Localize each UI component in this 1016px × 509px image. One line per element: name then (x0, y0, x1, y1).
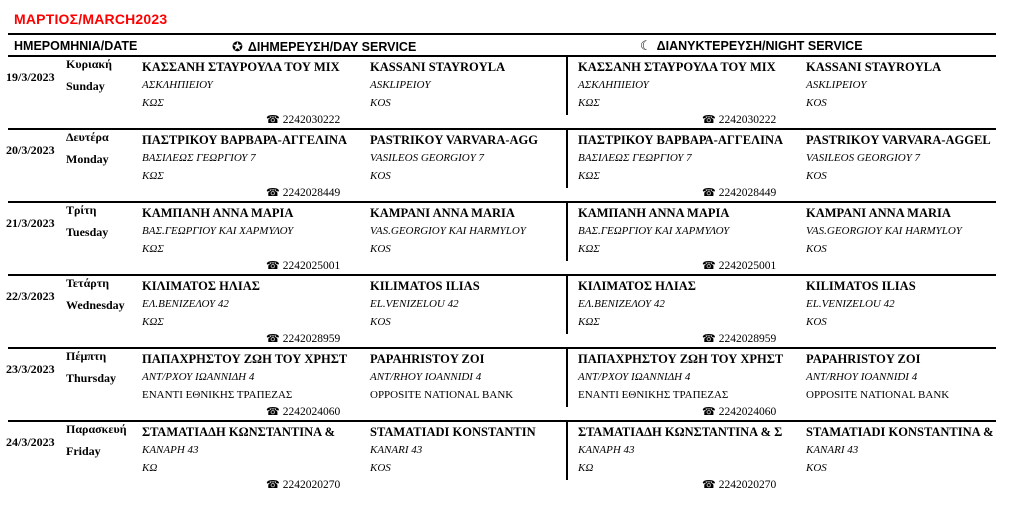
schedule-row (0, 275, 1016, 348)
night-city-latin: KOS (806, 316, 827, 328)
night-phone[interactable] (702, 405, 776, 418)
night-address-greek: ΑΣΚΛΗΠΙΕΙΟΥ (578, 79, 649, 91)
night-address-greek: ΕΛ.ΒΕΝΙΖΕΛΟΥ 42 (578, 298, 665, 310)
night-address-latin: ASKLIPEIOY (806, 79, 867, 91)
moon-icon: ☾ (640, 38, 652, 53)
day-pharmacy-name-greek: ΚΙΛΙΜΑΤΟΣ ΗΛΙΑΣ (142, 279, 260, 293)
day-pharmacy-name-latin: STAMATIADI KONSTANTIN (370, 425, 536, 439)
phone-icon: ☎ (702, 406, 716, 418)
day-address-latin: KANARI 43 (370, 444, 423, 456)
header-night-service (640, 38, 863, 54)
phone-icon: ☎ (266, 260, 280, 272)
row-date: 19/3/2023 (6, 70, 55, 84)
night-address-greek: ΒΑΣ.ΓΕΩΡΓΙΟΥ ΚΑΙ ΧΑΡΜΥΛΟΥ (578, 225, 730, 237)
day-pharmacy-name-latin: PASTRIKOY VARVARA-AGG (370, 133, 538, 147)
night-pharmacy-name-greek: ΚΑΣΣΑΝΗ ΣΤΑΥΡΟΥΛΑ ΤΟΥ ΜΙΧ (578, 60, 776, 74)
day-address-greek: ΕΛ.ΒΕΝΙΖΕΛΟΥ 42 (142, 298, 229, 310)
day-address-greek: ΒΑΣΙΛΕΩΣ ΓΕΩΡΓΙΟΥ 7 (142, 152, 256, 164)
night-city-greek: ΚΩΣ (578, 170, 600, 182)
day-service-label: ΔΙΗΜΕΡΕΥΣΗ/DAY SERVICE (247, 40, 417, 54)
row-day-greek: Δευτέρα (66, 130, 109, 144)
phone-number[interactable]: 2242030222 (282, 114, 341, 126)
night-pharmacy-name-greek: ΣΤΑΜΑΤΙΑΔΗ ΚΩΝΣΤΑΝΤΙΝΑ & Σ (578, 425, 783, 439)
phone-icon: ☎ (702, 260, 716, 272)
night-phone[interactable] (702, 478, 776, 491)
day-pharmacy-name-latin: KILIMATOS ILIAS (370, 279, 480, 293)
day-pharmacy-name-greek: ΣΤΑΜΑΤΙΑΔΗ ΚΩΝΣΤΑΝΤΙΝΑ & (142, 425, 336, 439)
schedule-row (0, 202, 1016, 275)
day-city-latin: KOS (370, 462, 391, 474)
phone-icon: ☎ (702, 114, 716, 126)
phone-icon: ☎ (266, 333, 280, 345)
day-address-latin: VAS.GEORGIOY KAI HARMYLOY (370, 225, 526, 237)
day-address-greek: ΚΑΝΑΡΗ 43 (142, 444, 199, 456)
night-pharmacy-name-latin: KASSANI STAYROYLA (806, 60, 942, 74)
night-pharmacy-name-latin: STAMATIADI KONSTANTINA & (806, 425, 994, 439)
night-pharmacy-name-greek: ΚΑΜΠΑΝΗ ΑΝΝΑ ΜΑΡΙΑ (578, 206, 730, 220)
night-address-latin: ANT/RHOY IOANNIDI 4 (806, 371, 918, 383)
day-city-latin: KOS (370, 316, 391, 328)
night-city-greek: ΚΩΣ (578, 97, 600, 109)
row-day-greek: Τρίτη (66, 203, 97, 217)
night-address-greek: ΒΑΣΙΛΕΩΣ ΓΕΩΡΓΙΟΥ 7 (578, 152, 692, 164)
night-pharmacy-name-greek: ΠΑΠΑΧΡΗΣΤΟΥ ΖΩΗ ΤΟΥ ΧΡΗΣΤ (578, 352, 784, 366)
night-pharmacy-name-latin: KILIMATOS ILIAS (806, 279, 916, 293)
night-address-latin: VAS.GEORGIOY KAI HARMYLOY (806, 225, 962, 237)
row-date: 20/3/2023 (6, 143, 55, 157)
row-date: 21/3/2023 (6, 216, 55, 230)
row-day-greek: Παρασκευή (66, 422, 127, 436)
night-pharmacy-name-greek: ΚΙΛΙΜΑΤΟΣ ΗΛΙΑΣ (578, 279, 696, 293)
day-address-latin: VASILEOS GEORGIOY 7 (370, 152, 485, 164)
phone-icon: ☎ (702, 479, 716, 491)
night-city-latin: KOS (806, 170, 827, 182)
night-service-label: ΔΙΑΝΥΚΤΕΡΕΥΣΗ/NIGHT SERVICE (656, 39, 863, 53)
sun-icon: ✪ (232, 39, 243, 54)
day-address-latin: ASKLIPEIOY (370, 79, 431, 91)
phone-number[interactable]: 2242028959 (282, 333, 341, 345)
phone-number[interactable]: 2242025001 (282, 260, 341, 272)
row-day-english: Wednesday (66, 298, 125, 312)
day-phone[interactable] (266, 259, 340, 272)
night-phone[interactable] (702, 332, 776, 345)
day-pharmacy-name-greek: ΠΑΣΤΡΙΚΟΥ ΒΑΡΒΑΡΑ-ΑΓΓΕΛΙΝΑ (142, 133, 347, 147)
phone-icon: ☎ (266, 114, 280, 126)
night-city-greek: ΚΩΣ (578, 243, 600, 255)
night-phone[interactable] (702, 186, 776, 199)
day-pharmacy-name-latin: PAPAHRISTOY ZOI (370, 352, 485, 366)
header-date-label: ΗΜΕΡΟΜΗΝΙΑ/DATE (14, 39, 138, 53)
night-pharmacy-name-latin: PASTRIKOY VARVARA-AGGEL (806, 133, 991, 147)
day-phone[interactable] (266, 405, 340, 418)
day-phone[interactable] (266, 478, 340, 491)
phone-number[interactable]: 2242025001 (718, 260, 777, 272)
phone-icon: ☎ (266, 479, 280, 491)
day-city-greek: ΚΩΣ (142, 170, 164, 182)
row-day-greek: Κυριακή (66, 57, 112, 71)
row-date: 22/3/2023 (6, 289, 55, 303)
night-city-latin: KOS (806, 462, 827, 474)
row-date: 24/3/2023 (6, 435, 55, 449)
day-pharmacy-name-greek: ΚΑΣΣΑΝΗ ΣΤΑΥΡΟΥΛΑ ΤΟΥ ΜΙΧ (142, 60, 340, 74)
night-pharmacy-name-latin: PAPAHRISTOY ZOI (806, 352, 921, 366)
phone-number[interactable]: 2242028449 (718, 187, 777, 199)
night-phone[interactable] (702, 113, 776, 126)
day-city-greek: ΚΩ (142, 462, 158, 474)
day-phone[interactable] (266, 113, 340, 126)
header-day-service (232, 39, 416, 55)
day-city-greek: ΚΩΣ (142, 97, 164, 109)
night-city-greek: ΚΩ (578, 462, 594, 474)
day-address-greek: ΒΑΣ.ΓΕΩΡΓΙΟΥ ΚΑΙ ΧΑΡΜΥΛΟΥ (142, 225, 294, 237)
day-pharmacy-name-greek: ΚΑΜΠΑΝΗ ΑΝΝΑ ΜΑΡΙΑ (142, 206, 294, 220)
day-note-greek: ΕΝΑΝΤΙ ΕΘΝΙΚΗΣ ΤΡΑΠΕΖΑΣ (142, 389, 293, 401)
day-city-latin: KOS (370, 170, 391, 182)
row-day-english: Tuesday (66, 225, 109, 239)
phone-number[interactable]: 2242020270 (282, 479, 341, 491)
row-day-english: Monday (66, 152, 109, 166)
night-city-greek: ΚΩΣ (578, 316, 600, 328)
day-city-latin: KOS (370, 243, 391, 255)
row-day-english: Sunday (66, 79, 105, 93)
night-note-greek: ΕΝΑΝΤΙ ΕΘΝΙΚΗΣ ΤΡΑΠΕΖΑΣ (578, 389, 729, 401)
row-date: 23/3/2023 (6, 362, 55, 376)
schedule-row (0, 56, 1016, 129)
day-address-greek: ΑΣΚΛΗΠΙΕΙΟΥ (142, 79, 213, 91)
night-address-latin: EL.VENIZELOU 42 (806, 298, 895, 310)
night-city-latin: KOS (806, 243, 827, 255)
day-pharmacy-name-latin: KAMPANI ANNA MARIA (370, 206, 515, 220)
day-city-greek: ΚΩΣ (142, 316, 164, 328)
row-day-greek: Τετάρτη (66, 276, 110, 290)
schedule-row (0, 129, 1016, 202)
night-address-greek: ΑΝΤ/ΡΧΟΥ ΙΩΑΝΝΙΔΗ 4 (578, 371, 691, 383)
schedule-row (0, 348, 1016, 421)
night-address-latin: VASILEOS GEORGIOY 7 (806, 152, 921, 164)
phone-icon: ☎ (266, 187, 280, 199)
header-top-rule (8, 33, 996, 35)
day-city-latin: KOS (370, 97, 391, 109)
phone-number[interactable]: 2242020270 (718, 479, 777, 491)
row-day-english: Thursday (66, 371, 117, 385)
phone-number[interactable]: 2242024060 (718, 406, 777, 418)
page-title: ΜΑΡΤΙΟΣ/MARCH2023 (14, 11, 168, 27)
night-note-latin: OPPOSITE NATIONAL BANK (806, 389, 950, 401)
day-address-greek: ΑΝΤ/ΡΧΟΥ ΙΩΑΝΝΙΔΗ 4 (142, 371, 255, 383)
day-phone[interactable] (266, 186, 340, 199)
day-pharmacy-name-latin: KASSANI STAYROYLA (370, 60, 506, 74)
night-pharmacy-name-greek: ΠΑΣΤΡΙΚΟΥ ΒΑΡΒΑΡΑ-ΑΓΓΕΛΙΝΑ (578, 133, 783, 147)
phone-number[interactable]: 2242028449 (282, 187, 341, 199)
day-note-latin: OPPOSITE NATIONAL BANK (370, 389, 514, 401)
night-address-latin: KANARI 43 (806, 444, 859, 456)
phone-number[interactable]: 2242028959 (718, 333, 777, 345)
phone-number[interactable]: 2242024060 (282, 406, 341, 418)
schedule-row (0, 421, 1016, 494)
phone-icon: ☎ (702, 187, 716, 199)
day-city-greek: ΚΩΣ (142, 243, 164, 255)
night-address-greek: ΚΑΝΑΡΗ 43 (578, 444, 635, 456)
night-city-latin: KOS (806, 97, 827, 109)
phone-icon: ☎ (702, 333, 716, 345)
row-day-greek: Πέμπτη (66, 349, 107, 363)
row-day-english: Friday (66, 444, 101, 458)
day-address-latin: EL.VENIZELOU 42 (370, 298, 459, 310)
night-pharmacy-name-latin: KAMPANI ANNA MARIA (806, 206, 951, 220)
day-phone[interactable] (266, 332, 340, 345)
phone-icon: ☎ (266, 406, 280, 418)
night-phone[interactable] (702, 259, 776, 272)
day-pharmacy-name-greek: ΠΑΠΑΧΡΗΣΤΟΥ ΖΩΗ ΤΟΥ ΧΡΗΣΤ (142, 352, 348, 366)
day-address-latin: ANT/RHOY IOANNIDI 4 (370, 371, 482, 383)
phone-number[interactable]: 2242030222 (718, 114, 777, 126)
